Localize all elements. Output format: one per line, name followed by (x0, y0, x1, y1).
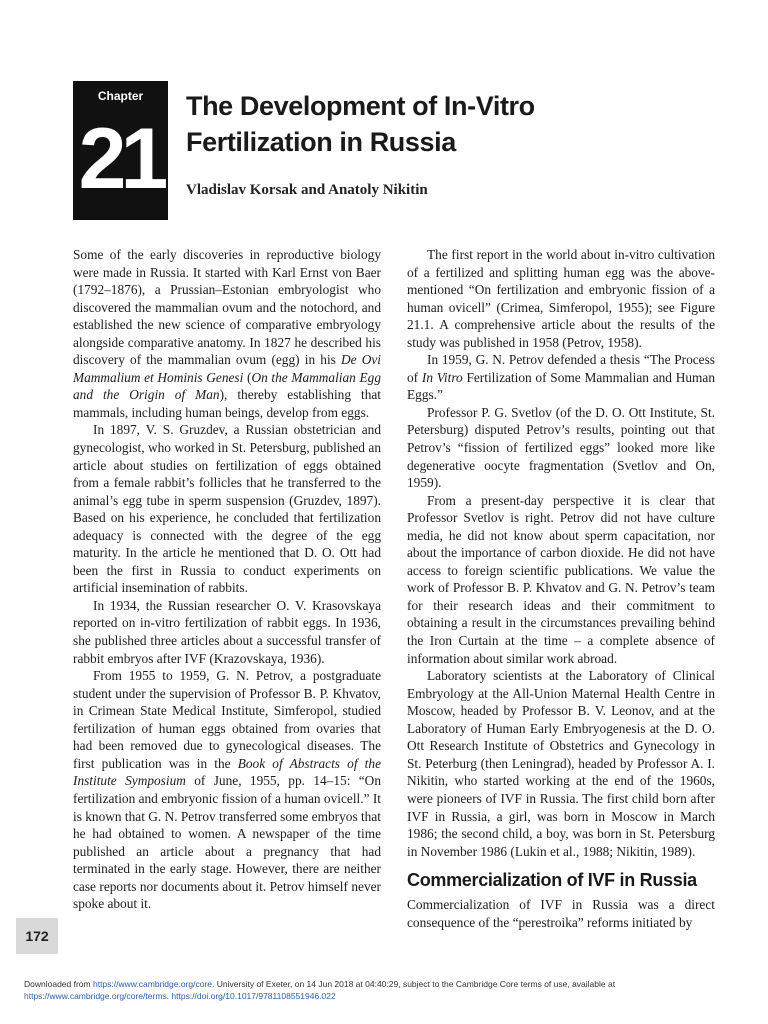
footer-text-1: Downloaded from (24, 979, 93, 989)
left-paragraph-1: Some of the early discoveries in reproductive biology were made in Russia. It started with Karl Ernst von Baer (1792–1876), a Prussian–Estonian embryologist who discovered the mammalian ovum and the notochord, and established the new science of comparative embryology alongside comparative anatomy. In 1827 he described his discovery of the mammalian ovum (egg) in his De Ovi Mammalium et Hominis Genesi (On the Mammalian Egg and the Origin of Man), thereby establishing that mammals, including human beings, develop from eggs. (73, 247, 381, 420)
chapter-title (186, 88, 726, 160)
page-number: 172 (16, 918, 58, 954)
section-heading: Commercialization of IVF in Russia (407, 870, 697, 891)
chapter-authors: Vladislav Korsak and Anatoly Nikitin (186, 182, 428, 198)
right-paragraph-5: Laboratory scientists at the Laboratory of Clinical Embryology at the All-Union Maternal Health Centre in Moscow, headed by Professor B. V. Leonov, and at the Laboratory of Human Early Embryogenesis at the D. O. Ott Research Institute of Obstetrics and Gynecology in St. Peterburg (then Leningrad), headed by Professor A. I. Nikitin, who started working at the end of the 1960s, were pioneers of IVF in Russia. The first child born after IVF in Russia, a girl, was born in Moscow in March 1986; the second child, a boy, was born in St. Petersburg in November 1986 (Lukin et al., 1988; Nikitin, 1989). (407, 668, 715, 859)
right-paragraph-1: The first report in the world about in-vitro cultivation of a fertilized and splitting human egg was the above-mentioned “On fertilization and embryonic fission of a human ovicell” (Crimea, Simferopol, 1955); see Figure 21.1. A comprehensive article about the results of the study was published in 1958 (Petrov, 1958). (407, 247, 715, 350)
left-paragraph-4: From 1955 to 1959, G. N. Petrov, a postgraduate student under the supervision of Professor B. P. Khvatov, in Crimean State Medical Institute, Simferopol, studied fertilization of human eggs obtained from ovaries that had been removed due to gynecological diseases. The first publication was in the Book of Abstracts of the Institute Symposium of June, 1955, pp. 14–15: “On fertilization and embryonic fission of a human ovicell.” It is known that G. N. Petrov transferred some embryos that he had obtained to women. A newspaper of the time published an article about a pregnancy that had terminated in the early stage. However, there are neither case reports nor documents about it. Petrov himself never spoke about it. (73, 668, 381, 912)
footer-text-3: . (166, 991, 172, 1001)
chapter-number-box (73, 81, 168, 220)
footer-line-1 (24, 978, 744, 990)
right-paragraph-3: Professor P. G. Svetlov (of the D. O. Ott Institute, St. Petersburg) disputed Petrov’s results, pointing out that Petrov’s “fission of fertilized eggs” looked more like degenerative oocyte fragmentation (Svetlov and On, 1959). (407, 404, 715, 491)
cambridge-core-link[interactable]: https://www.cambridge.org/core (92, 979, 213, 989)
right-paragraph-4: From a present-day perspective it is clear that Professor Svetlov is right. Petrov did not have culture media, he did not know about sperm capacitation, nor about the importance of carbon dioxide. He did not have access to foreign scientific publications. We value the work of Professor B. P. Khvatov and G. N. Petrov’s team for their research ideas and their commitment to obtaining a result in the circumstances prevailing behind the Iron Curtain at the time – a complete absence of information about similar work abroad. (407, 492, 715, 666)
italic-title: On the Mammalian Egg and the Origin of Man (73, 369, 381, 403)
doi-link[interactable]: https://doi.org/10.1017/9781108551946.022 (171, 991, 336, 1001)
chapter-label: Chapter (97, 89, 144, 103)
chapter-title-line-1: The Development of In-Vitro (186, 91, 535, 121)
right-paragraph-6: Commercialization of IVF in Russia was a direct consequence of the “perestroika” reforms initiated by (407, 897, 715, 930)
chapter-title-line-2: Fertilization in Russia (186, 127, 456, 157)
left-paragraph-2: In 1897, V. S. Gruzdev, a Russian obstetrician and gynecologist, who worked in St. Petersburg, published an article about studies on fertilization of eggs obtained from a female rabbit’s follicles that he transferred to the animal’s egg tube in sperm suspension (Gruzdev, 1897). Based on his experience, he concluded that fertilization adequacy is connected with the degree of the egg maturity. In the article he mentioned that D. O. Ott had been the first in Russia to conduct experiments on artificial insemination of rabbits. (73, 422, 381, 596)
italic-title: De Ovi Mammalium et Hominis Genesi (73, 352, 381, 385)
italic-title: Book of Abstracts of the Institute Symposium (73, 755, 381, 789)
left-paragraph-3: In 1934, the Russian researcher O. V. Krasovskaya reported on in-vitro fertilization of rabbit eggs. In 1936, she published three articles about a successful transfer of rabbit embryos after IVF (Krazovskaya, 1936). (73, 597, 381, 666)
left-column (73, 246, 381, 913)
terms-link[interactable]: https://www.cambridge.org/core/terms (24, 991, 167, 1001)
chapter-number: 21 (78, 111, 163, 207)
footer-line-2 (24, 990, 744, 1002)
right-column (407, 246, 715, 931)
italic-title: In Vitro (421, 369, 463, 385)
footer-text-2: . University of Exeter, on 14 Jun 2018 at 04:40:29, subject to the Cambridge Core terms of use, available at (212, 979, 616, 989)
right-paragraph-2: In 1959, G. N. Petrov defended a thesis “The Process of In Vitro Fertilization of Some Mammalian and Human Eggs.” (407, 352, 715, 403)
download-footer (24, 978, 744, 1002)
